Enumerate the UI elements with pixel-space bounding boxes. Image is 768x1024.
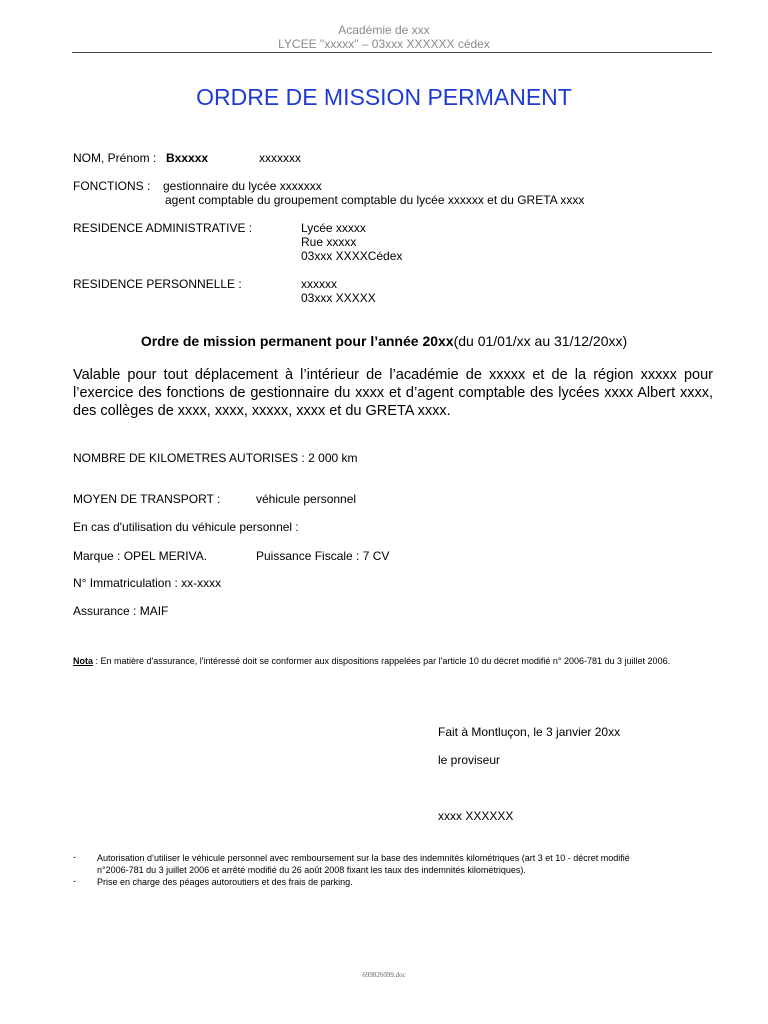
signature-place-date: Fait à Montluçon, le 3 janvier 20xx [438, 725, 621, 739]
km-authorized: NOMBRE DE KILOMETRES AUTORISES : 2 000 km [73, 451, 358, 465]
bullet-dash: - [73, 876, 76, 886]
mission-paragraph: Valable pour tout déplacement à l’intérieur de l’académie de xxxxx et de la région xxxxx pour l’exercice des fonctions de gestionnaire du xxxx et d’agent comptable des lycées xxxx Albert xxxx, des collèges de xxxx, xxxx, xxxxx, xxxx et du GRETA xxxx. [73, 367, 713, 419]
admin-residence-line: Lycée xxxxx [301, 221, 366, 235]
vehicle-registration: N° Immatriculation : xx-xxxx [73, 576, 222, 590]
header-academy: Académie de xxx [338, 23, 430, 37]
mission-heading [0, 333, 768, 349]
header-divider [72, 52, 712, 53]
bullet-item-line: Autorisation d’utiliser le véhicule personnel avec remboursement sur la base des indemnités kilométriques (art 3 et 10 - décret modifié [97, 853, 630, 863]
personal-vehicle-use: En cas d'utilisation du véhicule personnel : [73, 520, 299, 534]
bullet-item [97, 876, 712, 888]
vehicle-brand: Marque : OPEL MERIVA. [73, 549, 208, 563]
personal-residence-line: xxxxxx [301, 277, 337, 291]
note-label: Nota [73, 656, 93, 666]
signature-role: le proviseur [438, 753, 501, 767]
admin-residence-line: 03xxx XXXXCédex [301, 249, 403, 263]
vehicle-insurance: Assurance : MAIF [73, 604, 169, 618]
admin-residence-line: Rue xxxxx [301, 235, 357, 249]
first-name: xxxxxxx [259, 151, 301, 165]
admin-residence-label: RESIDENCE ADMINISTRATIVE : [73, 221, 253, 235]
vehicle-power: Puissance Fiscale : 7 CV [256, 549, 390, 563]
bullet-item-line: n°2006-781 du 3 juillet 2006 et arrêté modifié du 26 août 2008 fixant les taux des indemnités kilométriques). [97, 865, 526, 875]
bullet-item [97, 852, 712, 876]
functions-line-1: gestionnaire du lycée xxxxxxx [163, 179, 322, 193]
functions-label: FONCTIONS : [73, 179, 151, 193]
bullet-dash: - [73, 852, 76, 862]
mission-heading-period: (du 01/01/xx au 31/12/20xx) [453, 333, 628, 349]
bullet-item-line: Prise en charge des péages autoroutiers et des frais de parking. [97, 877, 353, 887]
header-school-address: LYCEE "xxxxx" – 03xxx XXXXXX cédex [278, 37, 490, 51]
note-text: : En matière d'assurance, l'intéressé doit se conformer aux dispositions rappelées par l'article 10 du décret modifié n° 2006-781 du 3 juillet 2006. [93, 656, 671, 666]
mission-heading-title: Ordre de mission permanent pour l’année 20xx [140, 333, 454, 349]
personal-residence-label: RESIDENCE PERSONNELLE : [73, 277, 242, 291]
document-filename: 699826099.doc [362, 971, 406, 979]
last-name: Bxxxxx [166, 151, 209, 165]
personal-residence-line: 03xxx XXXXX [301, 291, 376, 305]
insurance-note [73, 655, 713, 667]
signature-name: xxxx XXXXXX [438, 809, 514, 823]
transport-label: MOYEN DE TRANSPORT : [73, 492, 221, 506]
transport-value: véhicule personnel [256, 492, 357, 506]
name-label: NOM, Prénom : [73, 151, 157, 165]
page-title: ORDRE DE MISSION PERMANENT [196, 84, 572, 110]
functions-line-2: agent comptable du groupement comptable du lycée xxxxxx et du GRETA xxxx [165, 193, 585, 207]
